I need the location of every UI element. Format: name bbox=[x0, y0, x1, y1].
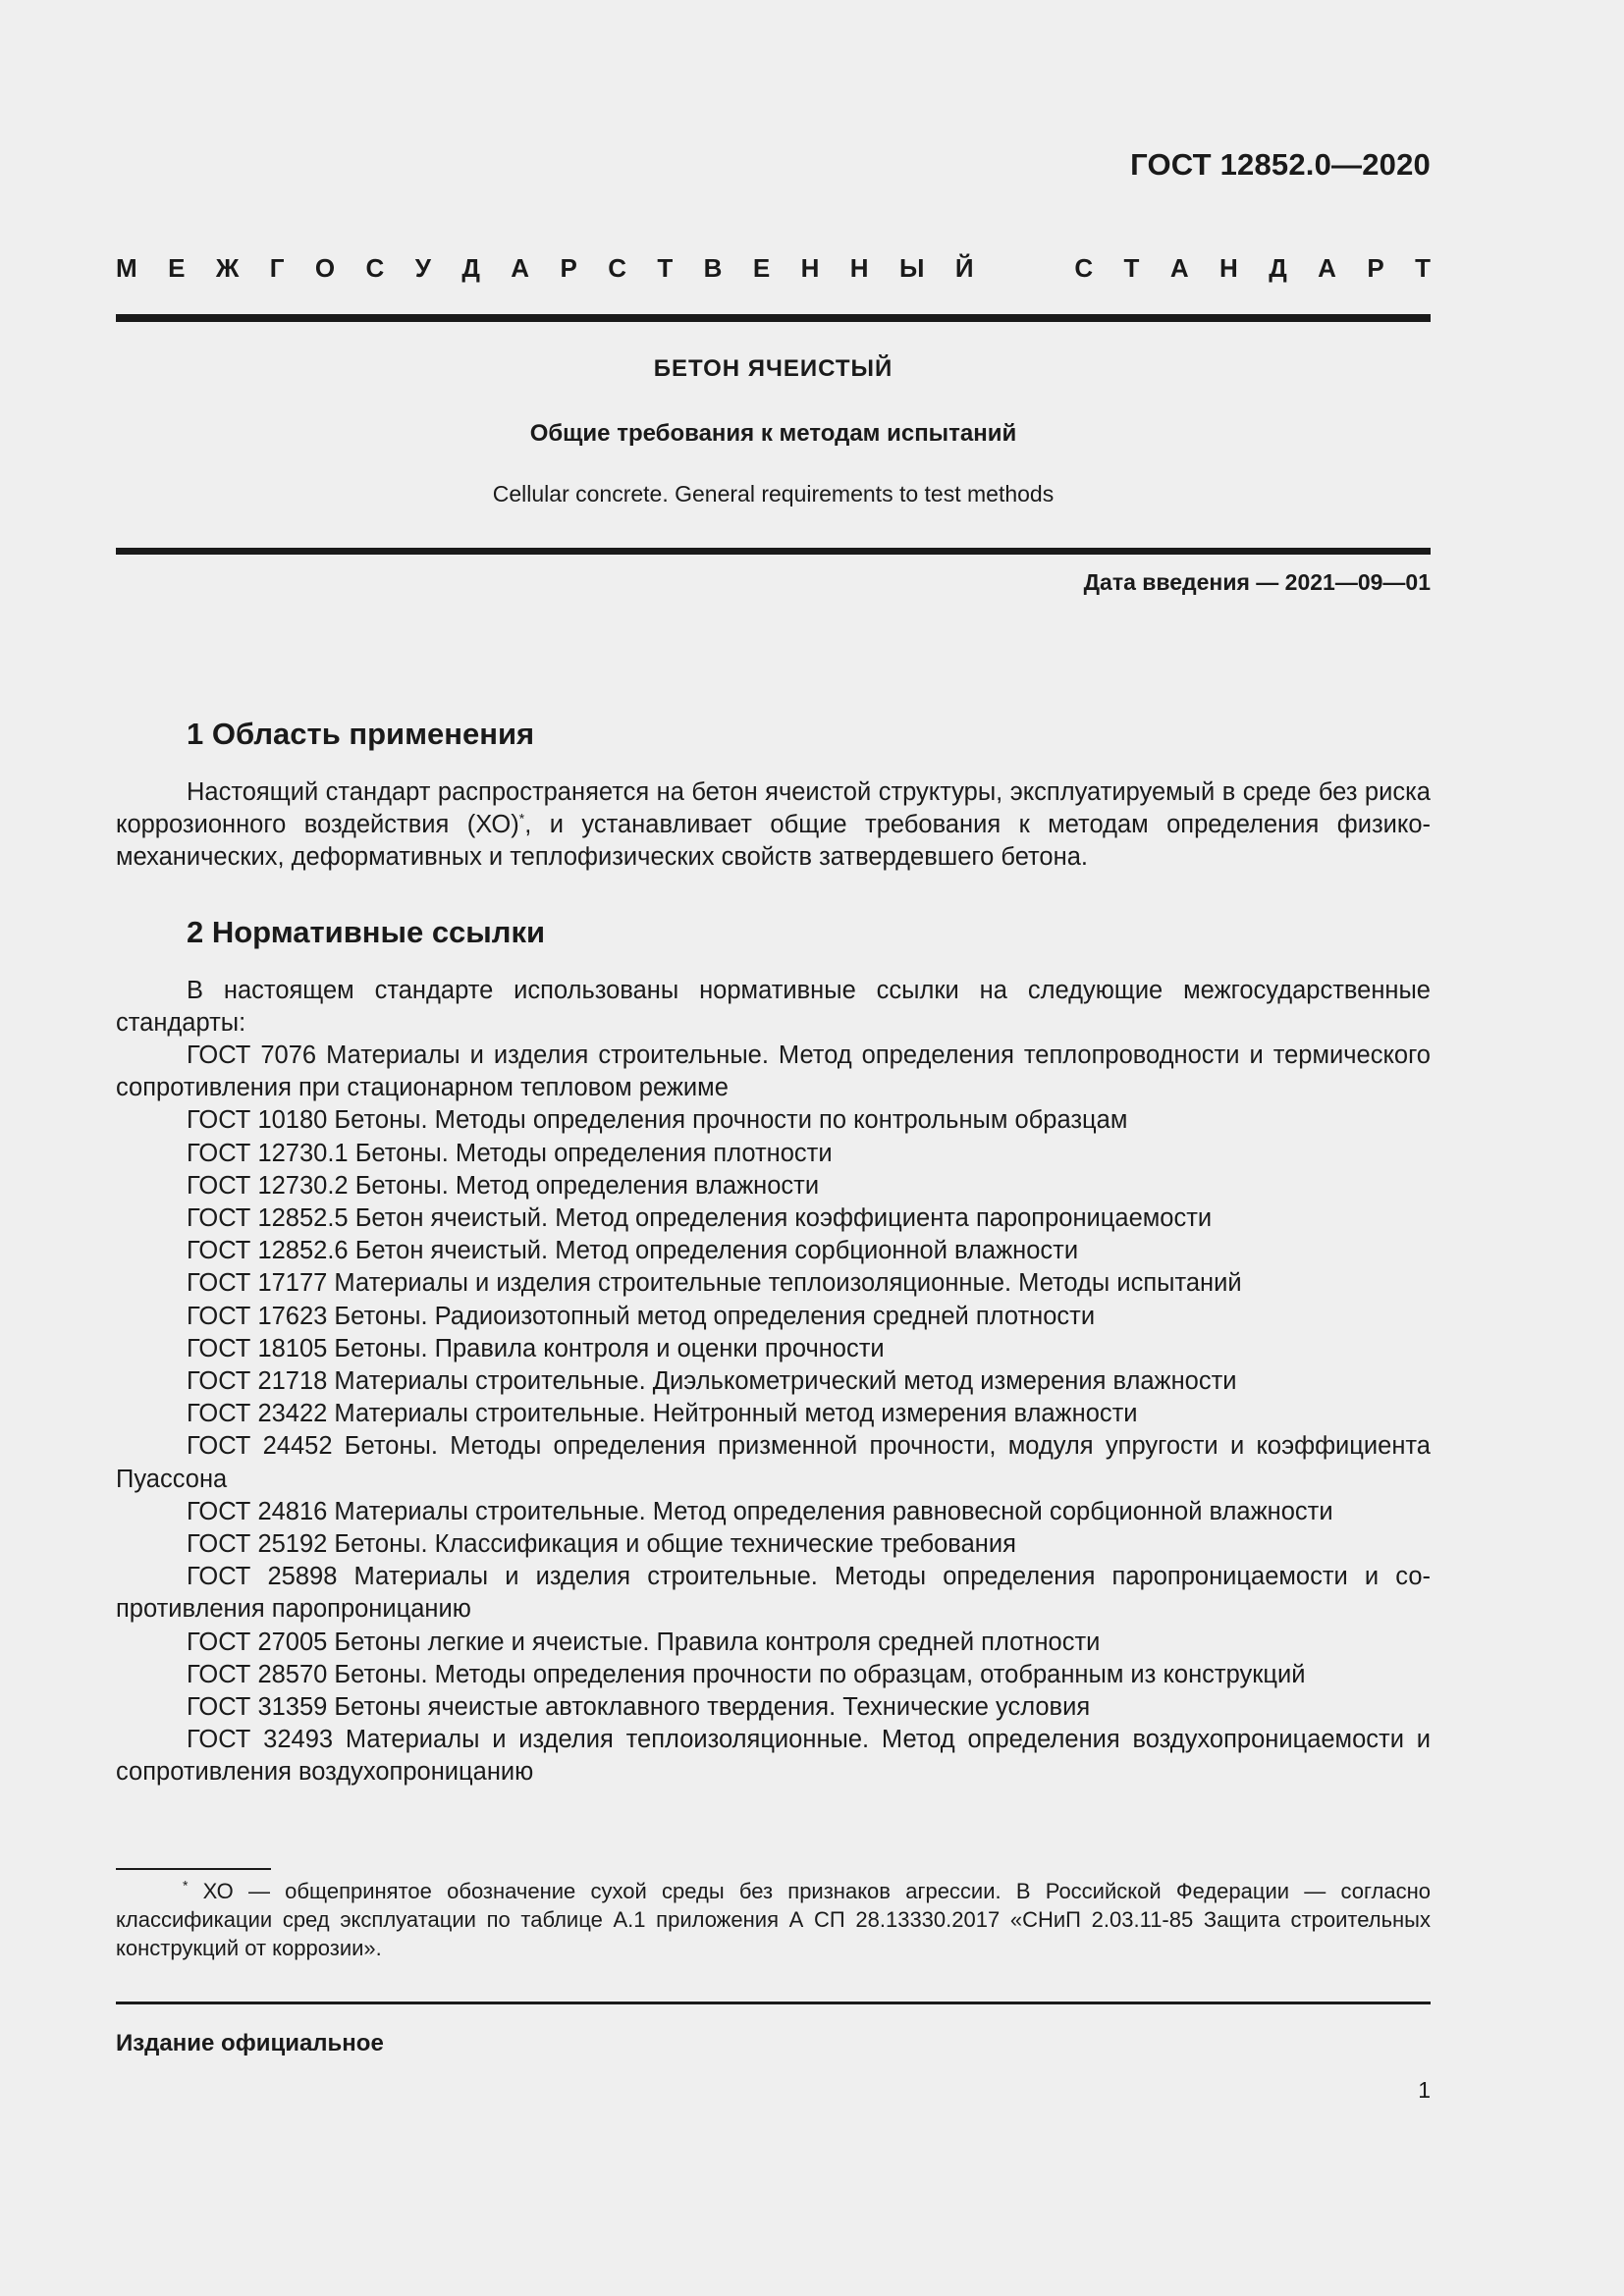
section-heading-scope: 1 Область применения bbox=[187, 717, 535, 751]
reference-item: ГОСТ 28570 Бетоны. Методы определения прочности по образцам, отобранным из конструкций bbox=[187, 1660, 1306, 1688]
banner-letter: Н bbox=[849, 253, 869, 283]
banner-letter: В bbox=[703, 253, 723, 283]
document-subtitle: Общие требования к методам испытаний bbox=[529, 420, 1017, 447]
reference-item: ГОСТ 12730.2 Бетоны. Метод определения влажности bbox=[187, 1171, 820, 1200]
reference-item: ГОСТ 12730.1 Бетоны. Методы определения плотности bbox=[187, 1139, 833, 1167]
reference-item: ГОСТ 17177 Материалы и изделия строительные теплоизоляционные. Методы испытаний bbox=[187, 1269, 1242, 1298]
banner-letter: Н bbox=[1219, 253, 1238, 283]
banner-letter: Ж bbox=[215, 253, 240, 283]
banner-letter: А bbox=[511, 253, 530, 283]
banner-letter: Д bbox=[1269, 253, 1287, 283]
scope-text-end: , и устанавливает общие требования к методам определения физико-механических, деформативных и теплофизических свойств затвердевшего бетона. bbox=[116, 811, 1432, 871]
page-number: 1 bbox=[1418, 2077, 1431, 2103]
reference-item: ГОСТ 21718 Материалы строительные. Диэлькометрический метод измерения влажности bbox=[187, 1367, 1237, 1396]
reference-item: ГОСТ 23422 Материалы строительные. Нейтронный метод измерения влажности bbox=[187, 1400, 1138, 1428]
scope-text-start: Настоящий стандарт распространяется на бетон ячеистой структуры, эксплуатируемый в среде без риска коррозионного воздействия (ХО) bbox=[116, 778, 1431, 838]
footnote-text: ХО — общепринятое обозначение сухой среды без признаков агрессии. В Российской Федерации — согласно классификации сред эксплуатации по таблице А.1 приложения А СП 28.13330.2017 «СНиП 2.03.11-85 Защита строительных конструкций от коррозии». bbox=[116, 1879, 1431, 1960]
english-title: Cellular concrete. General requirements to test methods bbox=[492, 481, 1055, 507]
edition-label: Издание официальное bbox=[116, 2030, 384, 2056]
banner-letter: А bbox=[1169, 253, 1189, 283]
banner-letter: Й bbox=[954, 253, 974, 283]
banner-letter: Т bbox=[1415, 253, 1431, 283]
footnote-mark: * bbox=[183, 1877, 189, 1894]
section-heading-references: 2 Нормативные ссылки bbox=[187, 915, 546, 949]
banner-letter: Ы bbox=[898, 253, 925, 283]
banner-letter: Е bbox=[752, 253, 771, 283]
banner-letter: У bbox=[414, 253, 431, 283]
scope-paragraph bbox=[116, 776, 1431, 874]
document-number: ГОСТ 12852.0—2020 bbox=[1130, 147, 1431, 182]
banner-letter: С bbox=[1074, 253, 1094, 283]
reference-item: ГОСТ 25192 Бетоны. Классификация и общие технические требования bbox=[187, 1530, 1016, 1559]
banner-gap bbox=[1004, 253, 1044, 284]
footnote-separator bbox=[116, 1868, 271, 1870]
reference-item: ГОСТ 25898 Материалы и изделия строительные. Методы определения паропроницаемости и сопротивления паропроницанию bbox=[116, 1563, 1431, 1624]
banner-letter: Р bbox=[560, 253, 577, 283]
title-rule bbox=[116, 548, 1431, 555]
banner-letter: Р bbox=[1367, 253, 1384, 283]
references-intro: В настоящем стандарте использованы нормативные ссылки на следующие межгосударственные стандарты: bbox=[116, 977, 1431, 1037]
document-page bbox=[116, 0, 1431, 2296]
introduction-date: Дата введения — 2021—09—01 bbox=[1083, 569, 1431, 595]
reference-item: ГОСТ 31359 Бетоны ячеистые автоклавного твердения. Технические условия bbox=[187, 1693, 1091, 1722]
banner-letter: М bbox=[116, 253, 137, 283]
banner-letter: Е bbox=[168, 253, 186, 283]
banner-letter: Н bbox=[800, 253, 820, 283]
reference-item: ГОСТ 27005 Бетоны легкие и ячеистые. Правила контроля средней плотности bbox=[187, 1628, 1101, 1656]
reference-item: ГОСТ 10180 Бетоны. Методы определения прочности по контрольным образцам bbox=[187, 1106, 1128, 1135]
banner-letter: Т bbox=[1123, 253, 1140, 283]
banner-letter: Г bbox=[269, 253, 285, 283]
reference-item: ГОСТ 18105 Бетоны. Правила контроля и оценки прочности bbox=[187, 1334, 885, 1362]
footer-rule bbox=[116, 2002, 1431, 2004]
reference-item: ГОСТ 7076 Материалы и изделия строительные. Метод определения теплопроводности и термического сопротивления при стационарном тепловом режиме bbox=[116, 1041, 1431, 1102]
document-title: БЕТОН ЯЧЕИСТЫЙ bbox=[653, 355, 893, 382]
footnote-reference[interactable]: * bbox=[518, 810, 525, 827]
reference-item: ГОСТ 24816 Материалы строительные. Метод определения равновесной сорбционной влажности bbox=[187, 1497, 1333, 1525]
reference-item: ГОСТ 24452 Бетоны. Методы определения призменной прочности, модуля упругости и коэффициента Пуассона bbox=[116, 1432, 1431, 1493]
banner-letter: Т bbox=[657, 253, 674, 283]
banner-letter: А bbox=[1318, 253, 1336, 283]
standard-banner bbox=[116, 253, 1431, 284]
banner-letter: О bbox=[314, 253, 336, 283]
reference-item: ГОСТ 12852.6 Бетон ячеистый. Метод определения сорбционной влажности bbox=[187, 1237, 1079, 1265]
footnote bbox=[116, 1877, 1431, 1962]
reference-item: ГОСТ 32493 Материалы и изделия теплоизоляционные. Метод определения воздухопроницаемости и сопротивления воздухопроницанию bbox=[116, 1726, 1431, 1787]
reference-item: ГОСТ 12852.5 Бетон ячеистый. Метод определения коэффициента паропроницаемости bbox=[187, 1204, 1213, 1233]
references-list bbox=[116, 1040, 1431, 1789]
header-rule bbox=[116, 314, 1431, 322]
banner-letter: С bbox=[365, 253, 385, 283]
banner-letter: Д bbox=[461, 253, 480, 283]
reference-item: ГОСТ 17623 Бетоны. Радиоизотопный метод определения средней плотности bbox=[187, 1302, 1096, 1330]
banner-letter: С bbox=[608, 253, 626, 283]
